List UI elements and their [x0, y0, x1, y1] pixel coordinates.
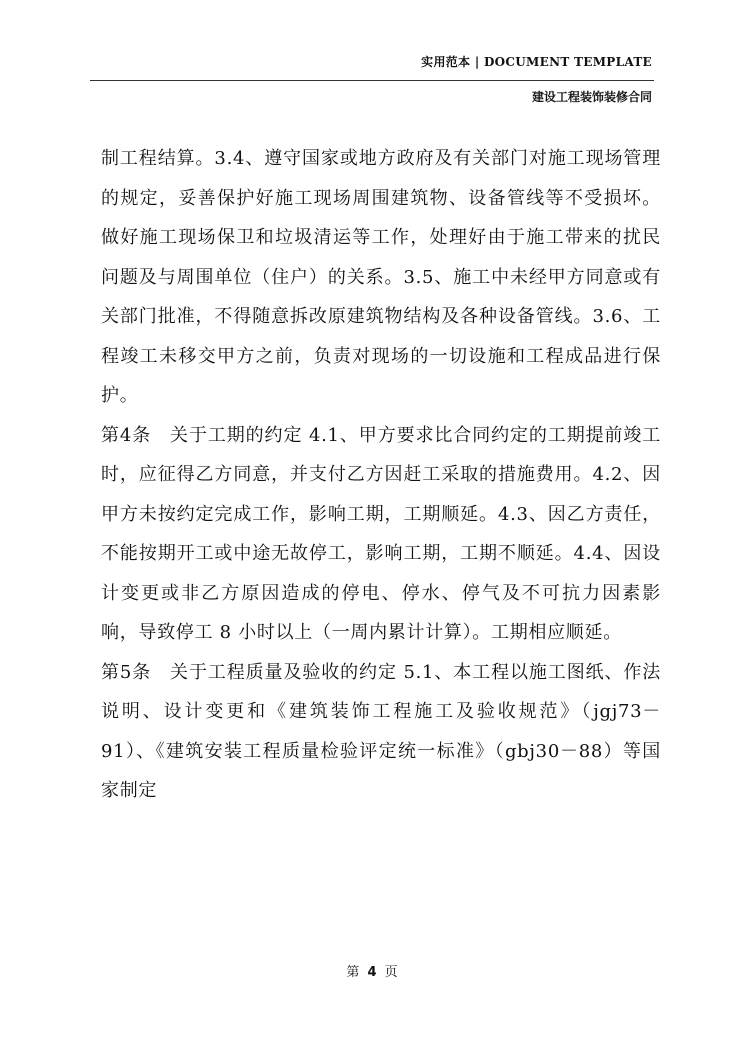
- page-footer: [0, 961, 744, 980]
- header-title: 实用范本 | DOCUMENT TEMPLATE: [421, 55, 652, 69]
- page-number: 4: [367, 965, 377, 980]
- paragraph-2: 第4条 关于工期的约定 4.1、甲方要求比合同约定的工期提前竣工时，应征得乙方同意，并支付乙方因赶工采取的措施费用。4.2、因甲方未按约定完成工作，影响工期，工期顺延。4.3、因乙方责任，不能按期开工或中途无故停工，影响工期，工期不顺延。4.4、因设计变更或非乙方原因造成的停电、停水、停气及不可抗力因素影响，导致停工 8 小时以上（一周内累计计算）。工期相应顺延。: [101, 424, 661, 643]
- paragraph-3: 第5条 关于工程质量及验收的约定 5.1、本工程以施工图纸、作法说明、设计变更和《建筑装饰工程施工及验收规范》（jgj73－91）、《建筑安装工程质量检验评定统一标准》（gbj30－88）等国家制定: [101, 661, 661, 801]
- footer-prefix: 第: [346, 965, 360, 980]
- document-body: [101, 139, 661, 811]
- paragraph-1: 制工程结算。3.4、遵守国家或地方政府及有关部门对施工现场管理的规定，妥善保护好施工现场周围建筑物、设备管线等不受损坏。做好施工现场保卫和垃圾清运等工作，处理好由于施工带来的扰民问题及与周围单位（住户）的关系。3.5、施工中未经甲方同意或有关部门批准，不得随意拆改原建筑物结构及各种设备管线。3.6、工程竣工未移交甲方之前，负责对现场的一切设施和工程成品进行保护。: [101, 148, 661, 406]
- header-divider: [90, 80, 654, 81]
- footer-suffix: 页: [384, 965, 398, 980]
- header-subtitle: 建设工程装饰装修合同: [531, 90, 652, 104]
